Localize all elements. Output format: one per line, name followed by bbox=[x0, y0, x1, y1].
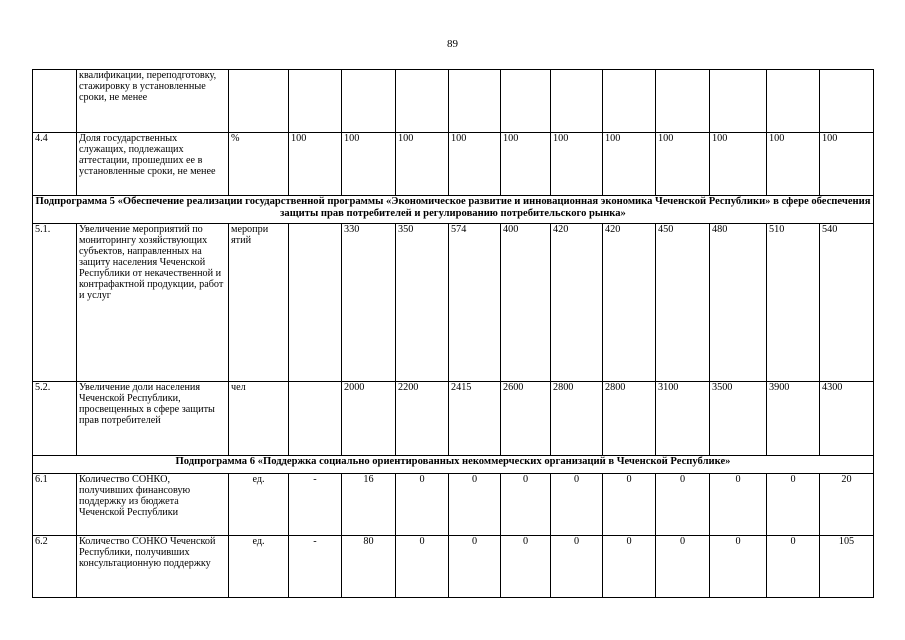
value-cell: 2800 bbox=[551, 382, 603, 456]
value-cell: 100 bbox=[767, 133, 820, 196]
value-cell bbox=[396, 70, 449, 133]
value-cell: 0 bbox=[449, 474, 501, 536]
indicator-name: Доля государственных служащих, подлежащих аттестации, прошедших ее в установленные сроки, не менее bbox=[77, 133, 229, 196]
value-cell: 0 bbox=[710, 474, 767, 536]
value-cell: 510 bbox=[767, 224, 820, 382]
value-cell bbox=[501, 70, 551, 133]
value-cell: 0 bbox=[449, 536, 501, 598]
value-cell: 0 bbox=[603, 536, 656, 598]
unit-cell: меропри ятий bbox=[229, 224, 289, 382]
value-cell: 0 bbox=[501, 536, 551, 598]
value-cell: 3500 bbox=[710, 382, 767, 456]
value-cell: 0 bbox=[656, 474, 710, 536]
value-cell: 0 bbox=[551, 536, 603, 598]
value-cell: 0 bbox=[656, 536, 710, 598]
table-row bbox=[33, 133, 874, 196]
row-number bbox=[33, 70, 77, 133]
value-cell bbox=[551, 70, 603, 133]
table-row bbox=[33, 536, 874, 598]
value-cell: 0 bbox=[767, 474, 820, 536]
value-cell: 3100 bbox=[656, 382, 710, 456]
row-number: 5.1. bbox=[33, 224, 77, 382]
value-cell: 80 bbox=[342, 536, 396, 598]
section-row bbox=[33, 456, 874, 474]
value-cell: 100 bbox=[656, 133, 710, 196]
table-row bbox=[33, 70, 874, 133]
row-number: 6.2 bbox=[33, 536, 77, 598]
value-cell: 420 bbox=[603, 224, 656, 382]
subprogram-6-title: Подпрограмма 6 «Поддержка социально ориентированных некоммерческих организаций в Чеченской Республике» bbox=[33, 456, 874, 474]
value-cell: 100 bbox=[396, 133, 449, 196]
value-cell: 0 bbox=[551, 474, 603, 536]
value-cell: 0 bbox=[767, 536, 820, 598]
row-number: 5.2. bbox=[33, 382, 77, 456]
value-cell bbox=[656, 70, 710, 133]
indicator-table bbox=[32, 69, 874, 598]
value-cell bbox=[820, 70, 874, 133]
value-cell bbox=[289, 382, 342, 456]
value-cell bbox=[603, 70, 656, 133]
value-cell: 2415 bbox=[449, 382, 501, 456]
value-cell: 420 bbox=[551, 224, 603, 382]
value-cell: 2600 bbox=[501, 382, 551, 456]
value-cell: 0 bbox=[396, 474, 449, 536]
unit-cell: ед. bbox=[229, 474, 289, 536]
value-cell: 100 bbox=[501, 133, 551, 196]
value-cell: 100 bbox=[449, 133, 501, 196]
unit-cell: % bbox=[229, 133, 289, 196]
unit-cell: чел bbox=[229, 382, 289, 456]
page-number: 89 bbox=[447, 38, 458, 50]
row-number: 6.1 bbox=[33, 474, 77, 536]
value-cell: 4300 bbox=[820, 382, 874, 456]
value-cell bbox=[342, 70, 396, 133]
value-cell: 574 bbox=[449, 224, 501, 382]
value-cell: 0 bbox=[603, 474, 656, 536]
value-cell: 100 bbox=[551, 133, 603, 196]
indicator-name: Увеличение доли населения Чеченской Республики, просвещенных в сфере защиты прав потребителей bbox=[77, 382, 229, 456]
value-cell bbox=[449, 70, 501, 133]
section-row bbox=[33, 196, 874, 224]
value-cell: 105 bbox=[820, 536, 874, 598]
indicator-name: Количество СОНКО, получивших финансовую поддержку из бюджета Чеченской Республики bbox=[77, 474, 229, 536]
value-cell: 2200 bbox=[396, 382, 449, 456]
value-cell: 0 bbox=[710, 536, 767, 598]
value-cell: - bbox=[289, 536, 342, 598]
value-cell bbox=[289, 224, 342, 382]
table-row bbox=[33, 224, 874, 382]
value-cell bbox=[710, 70, 767, 133]
unit-cell bbox=[229, 70, 289, 133]
value-cell: 2000 bbox=[342, 382, 396, 456]
value-cell: 20 bbox=[820, 474, 874, 536]
table-row bbox=[33, 382, 874, 456]
value-cell: 3900 bbox=[767, 382, 820, 456]
value-cell: 100 bbox=[603, 133, 656, 196]
value-cell: 540 bbox=[820, 224, 874, 382]
row-number: 4.4 bbox=[33, 133, 77, 196]
value-cell: 100 bbox=[342, 133, 396, 196]
value-cell: - bbox=[289, 474, 342, 536]
value-cell: 100 bbox=[820, 133, 874, 196]
value-cell: 16 bbox=[342, 474, 396, 536]
value-cell bbox=[767, 70, 820, 133]
value-cell: 400 bbox=[501, 224, 551, 382]
indicator-name: квалификации, переподготовку, стажировку в установленные сроки, не менее bbox=[77, 70, 229, 133]
value-cell: 330 bbox=[342, 224, 396, 382]
value-cell: 480 bbox=[710, 224, 767, 382]
value-cell: 350 bbox=[396, 224, 449, 382]
value-cell: 100 bbox=[710, 133, 767, 196]
table-row bbox=[33, 474, 874, 536]
unit-cell: ед. bbox=[229, 536, 289, 598]
indicator-name: Количество СОНКО Чеченской Республики, получивших консультационную поддержку bbox=[77, 536, 229, 598]
subprogram-5-title: Подпрограмма 5 «Обеспечение реализации государственной программы «Экономическое развитие и инновационная экономика Чеченской Республики» в сфере обеспечения защиты прав потребителей и регулированию потребительского рынка» bbox=[33, 196, 874, 224]
value-cell: 0 bbox=[396, 536, 449, 598]
value-cell bbox=[289, 70, 342, 133]
indicator-name: Увеличение мероприятий по мониторингу хозяйствующих субъектов, направленных на защиту населения Чеченской Республики от некачественной и контрафактной продукции, работ и услуг bbox=[77, 224, 229, 382]
value-cell: 100 bbox=[289, 133, 342, 196]
value-cell: 2800 bbox=[603, 382, 656, 456]
value-cell: 0 bbox=[501, 474, 551, 536]
value-cell: 450 bbox=[656, 224, 710, 382]
